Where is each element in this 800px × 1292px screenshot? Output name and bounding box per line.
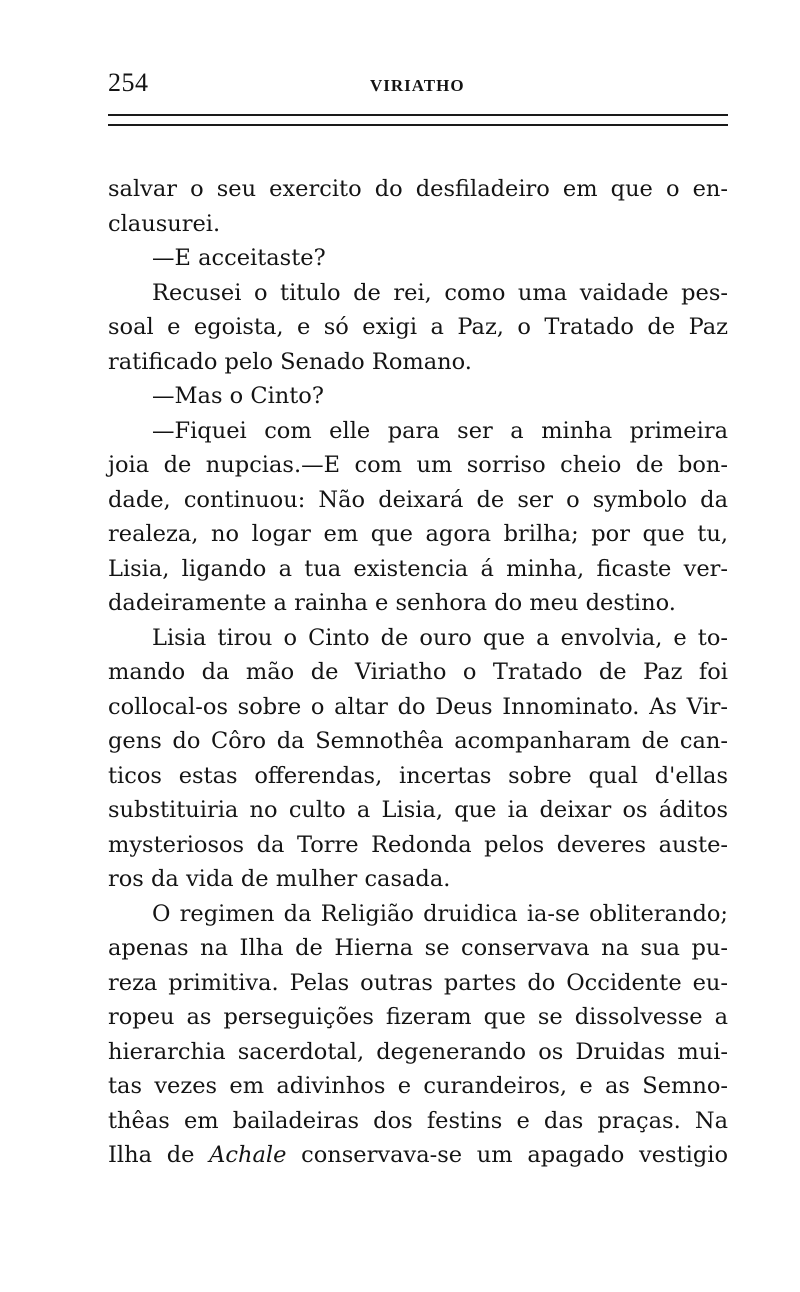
text-line: ros da vida de mulher casada. <box>108 866 451 892</box>
dialogue-line: —E acceitaste? <box>152 245 326 271</box>
header-rule-top <box>108 114 728 116</box>
text-line: ticos estas offerendas, incertas sobre qual d'ellas <box>108 762 728 789</box>
text-line: mando da mão de Viriatho o Tratado de Paz foi <box>108 659 728 685</box>
dialogue-line: —Mas o Cinto? <box>152 383 324 409</box>
text-segment: Ilha de <box>108 1142 210 1168</box>
page-header <box>108 68 728 104</box>
text-line: ropeu as perseguições fizeram que se dissolvesse a <box>108 1004 728 1030</box>
text-line: ratificado pelo Senado Romano. <box>108 348 472 375</box>
text-line: dadeiramente a rainha e senhora do meu destino. <box>108 590 676 616</box>
dialogue-line: —Fiquei com elle para ser a minha primeira <box>152 417 728 444</box>
text-segment: conservava-se um apagado vestigio <box>286 1142 728 1168</box>
text-line: clausurei. <box>108 210 221 237</box>
text-line: thêas em bailadeiras dos festins e das praças. Na <box>108 1107 728 1134</box>
text-line: soal e egoista, e só exigi a Paz, o Tratado de Paz <box>108 314 728 340</box>
text-line-final <box>108 1138 728 1173</box>
text-line: dade, continuou: Não deixará de ser o symbolo da <box>108 486 728 513</box>
paragraph-start-line: O regimen da Religião druidica ia-se obliterando; <box>152 900 728 927</box>
text-line: tas vezes em adivinhos e curandeiros, e as Semno- <box>108 1073 728 1099</box>
header-rule-bottom <box>108 124 728 126</box>
text-line: joia de nupcias.—E com um sorriso cheio de bon- <box>108 452 728 478</box>
text-line: mysteriosos da Torre Redonda pelos deveres auste- <box>108 831 728 858</box>
text-line: gens do Côro da Semnothêa acompanharam de can- <box>108 728 728 754</box>
text-line: collocal-os sobre o altar do Deus Innominato. As Vir- <box>108 693 728 720</box>
text-line: substituiria no culto a Lisia, que ia deixar os áditos <box>108 797 728 823</box>
text-line: Lisia, ligando a tua existencia á minha, ficaste ver- <box>108 555 728 582</box>
text-line: salvar o seu exercito do desfiladeiro em que o en- <box>108 176 728 202</box>
italic-place-name: Achale <box>209 1142 287 1168</box>
text-line: apenas na Ilha de Hierna se conservava na sua pu- <box>108 935 728 961</box>
running-title: VIRIATHO <box>370 76 465 95</box>
text-line: reza primitiva. Pelas outras partes do Occidente eu- <box>108 969 728 996</box>
paragraph-start-line: Recusei o titulo de rei, como uma vaidade pes- <box>152 279 728 306</box>
body-text <box>108 172 728 1173</box>
paragraph-start-line: Lisia tirou o Cinto de ouro que a envolvia, e to- <box>152 624 728 651</box>
text-line: realeza, no logar em que agora brilha; por que tu, <box>108 521 728 547</box>
text-line: hierarchia sacerdotal, degenerando os Druidas mui- <box>108 1038 728 1065</box>
page-number: 254 <box>108 68 149 97</box>
